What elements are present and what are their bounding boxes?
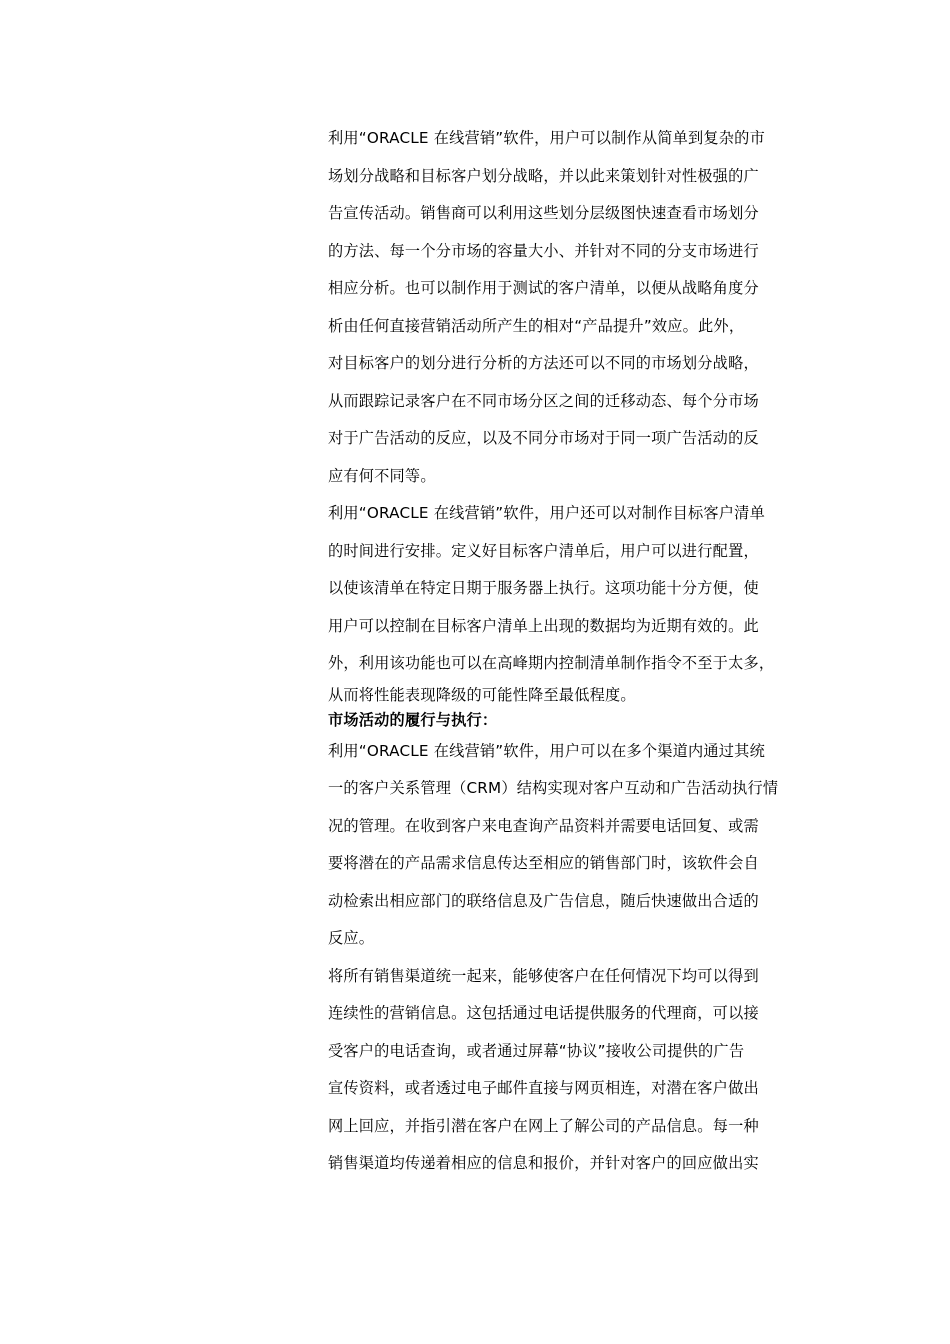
text-line: 对于广告活动的反应，以及不同分市场对于同一项广告活动的反 [328,429,759,447]
text-line: 连续性的营销信息。这包括通过电话提供服务的代理商，可以接 [328,1004,759,1022]
text-line: 一的客户关系管理（CRM）结构实现对客户互动和广告活动执行情 [328,779,779,797]
text-line: 利用“ORACLE 在线营销”软件，用户还可以对制作目标客户清单 [328,504,765,522]
text-line: 的时间进行安排。定义好目标客户清单后，用户可以进行配置， [328,541,759,560]
text-line: 况的管理。在收到客户来电查询产品资料并需要电话回复、或需 [328,816,759,835]
text-line: 的方法、每一个分市场的容量大小、并针对不同的分支市场进行 [328,241,759,260]
section-heading: 市场活动的履行与执行： [328,710,498,729]
text-line: 将所有销售渠道统一起来，能够使客户在任何情况下均可以得到 [328,966,759,985]
text-line: 从而将性能表现降级的可能性降至最低程度。 [328,685,636,704]
text-line: 动检索出相应部门的联络信息及广告信息，随后快速做出合适的 [328,891,759,910]
text-line: 宣传资料，或者透过电子邮件直接与网页相连，对潜在客户做出 [328,1079,759,1097]
text-line: 告宣传活动。销售商可以利用这些划分层级图快速查看市场划分 [328,204,759,222]
text-line: 销售渠道均传递着相应的信息和报价，并针对客户的回应做出实 [328,1154,759,1172]
text-line: 受客户的电话查询，或者通过屏幕“协议”接收公司提供的广告 [328,1041,745,1060]
text-line: 网上回应，并指引潜在客户在网上了解公司的产品信息。每一种 [328,1116,759,1135]
text-line: 外，利用该功能也可以在高峰期内控制清单制作指令不至于太多， [328,654,775,672]
text-line: 利用“ORACLE 在线营销”软件，用户可以制作从简单到复杂的市 [328,129,765,147]
text-line: 场划分战略和目标客户划分战略，并以此来策划针对性极强的广 [328,166,759,185]
text-line: 从而跟踪记录客户在不同市场分区之间的迁移动态、每个分市场 [328,391,759,410]
text-line: 相应分析。也可以制作用于测试的客户清单，以便从战略角度分 [328,279,759,297]
text-line: 对目标客户的划分进行分析的方法还可以不同的市场划分战略， [328,354,759,372]
body-text [328,120,828,1183]
text-line: 利用“ORACLE 在线营销”软件，用户可以在多个渠道内通过其统 [328,741,765,760]
text-line: 用户可以控制在目标客户清单上出现的数据均为近期有效的。此 [328,616,759,635]
text-line: 析由任何直接营销活动所产生的相对“产品提升”效应。此外， [328,316,745,335]
text-line: 以使该清单在特定日期于服务器上执行。这项功能十分方便，使 [328,579,759,597]
text-line: 反应。 [328,929,375,947]
text-line: 要将潜在的产品需求信息传达至相应的销售部门时，该软件会自 [328,854,759,872]
text-line: 应有何不同等。 [328,466,436,485]
